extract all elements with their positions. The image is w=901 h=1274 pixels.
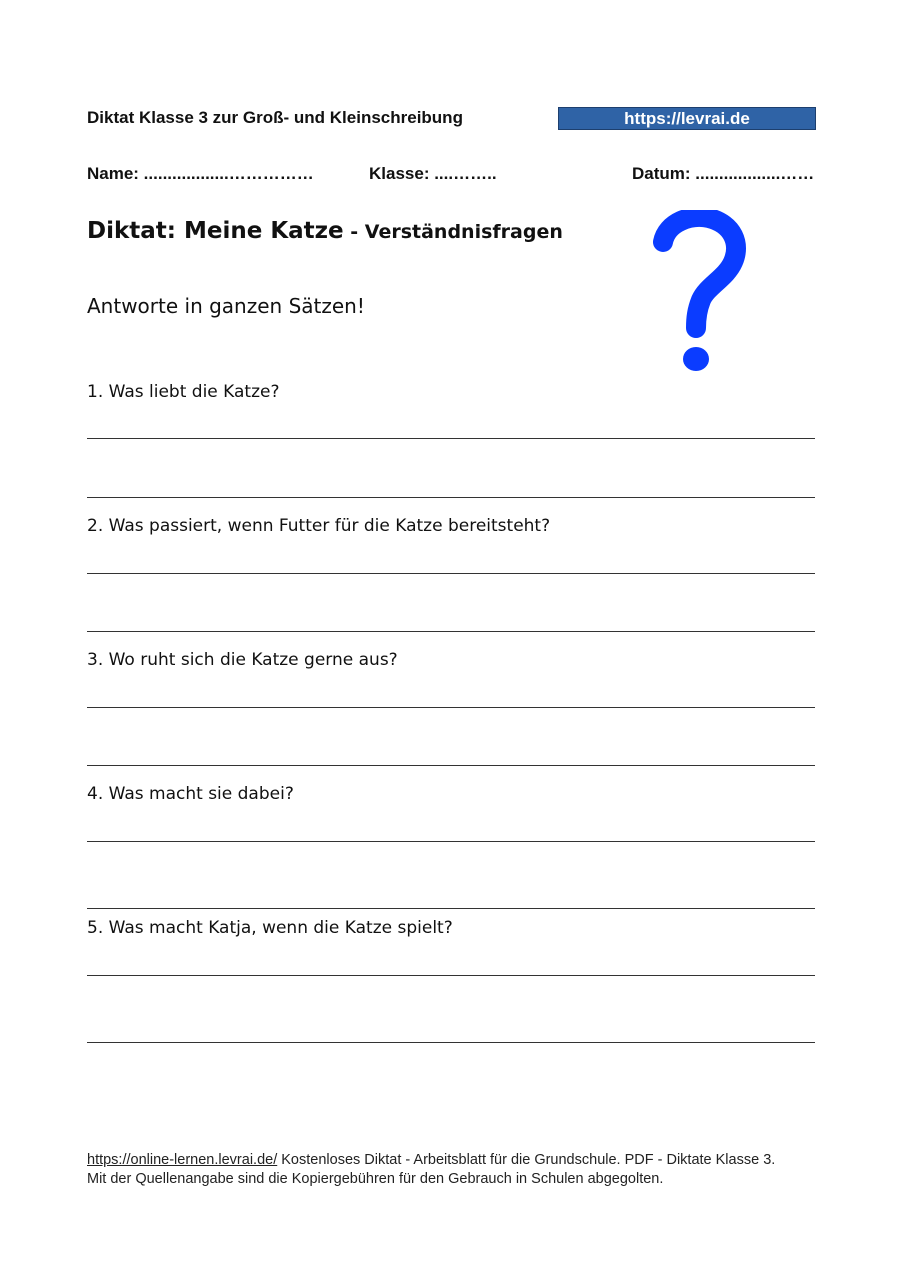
worksheet-title (87, 218, 563, 244)
answer-line (87, 908, 815, 909)
question-5: 5. Was macht Katja, wenn die Katze spielt? (87, 918, 453, 938)
klasse-field: Klasse: ....…….. (369, 164, 497, 183)
footer-line-1-text: Kostenloses Diktat - Arbeitsblatt für die Grundschule. PDF - Diktate Klasse 3. (277, 1152, 776, 1168)
footer-line-2: Mit der Quellenangabe sind die Kopiergebühren für den Gebrauch in Schulen abgegolten. (87, 1171, 664, 1187)
answer-line (87, 438, 815, 439)
question-3: 3. Wo ruht sich die Katze gerne aus? (87, 650, 398, 670)
header-title: Diktat Klasse 3 zur Groß- und Kleinschreibung (87, 108, 463, 127)
question-1: 1. Was liebt die Katze? (87, 382, 280, 402)
question-mark-icon (649, 210, 749, 380)
name-field: Name: ..................…………… (87, 164, 314, 183)
question-4: 4. Was macht sie dabei? (87, 784, 294, 804)
answer-line (87, 707, 815, 708)
answer-line (87, 497, 815, 498)
answer-line (87, 765, 815, 766)
url-badge[interactable]: https://levrai.de (558, 107, 816, 130)
footer-line-1 (87, 1151, 847, 1170)
footer (87, 1151, 847, 1189)
worksheet-subtitle: Verständnisfragen (364, 221, 563, 243)
answer-line (87, 975, 815, 976)
footer-link[interactable]: https://online-lernen.levrai.de/ (87, 1152, 278, 1168)
question-2: 2. Was passiert, wenn Futter für die Katze bereitsteht? (87, 516, 551, 536)
instruction-text: Antworte in ganzen Sätzen! (87, 294, 365, 318)
worksheet-title-separator: - (343, 221, 365, 243)
answer-line (87, 573, 815, 574)
answer-line (87, 1042, 815, 1043)
datum-field: Datum: ..................…… (632, 164, 815, 183)
answer-line (87, 631, 815, 632)
answer-line (87, 841, 815, 842)
worksheet-title-main: Diktat: Meine Katze (87, 218, 344, 244)
